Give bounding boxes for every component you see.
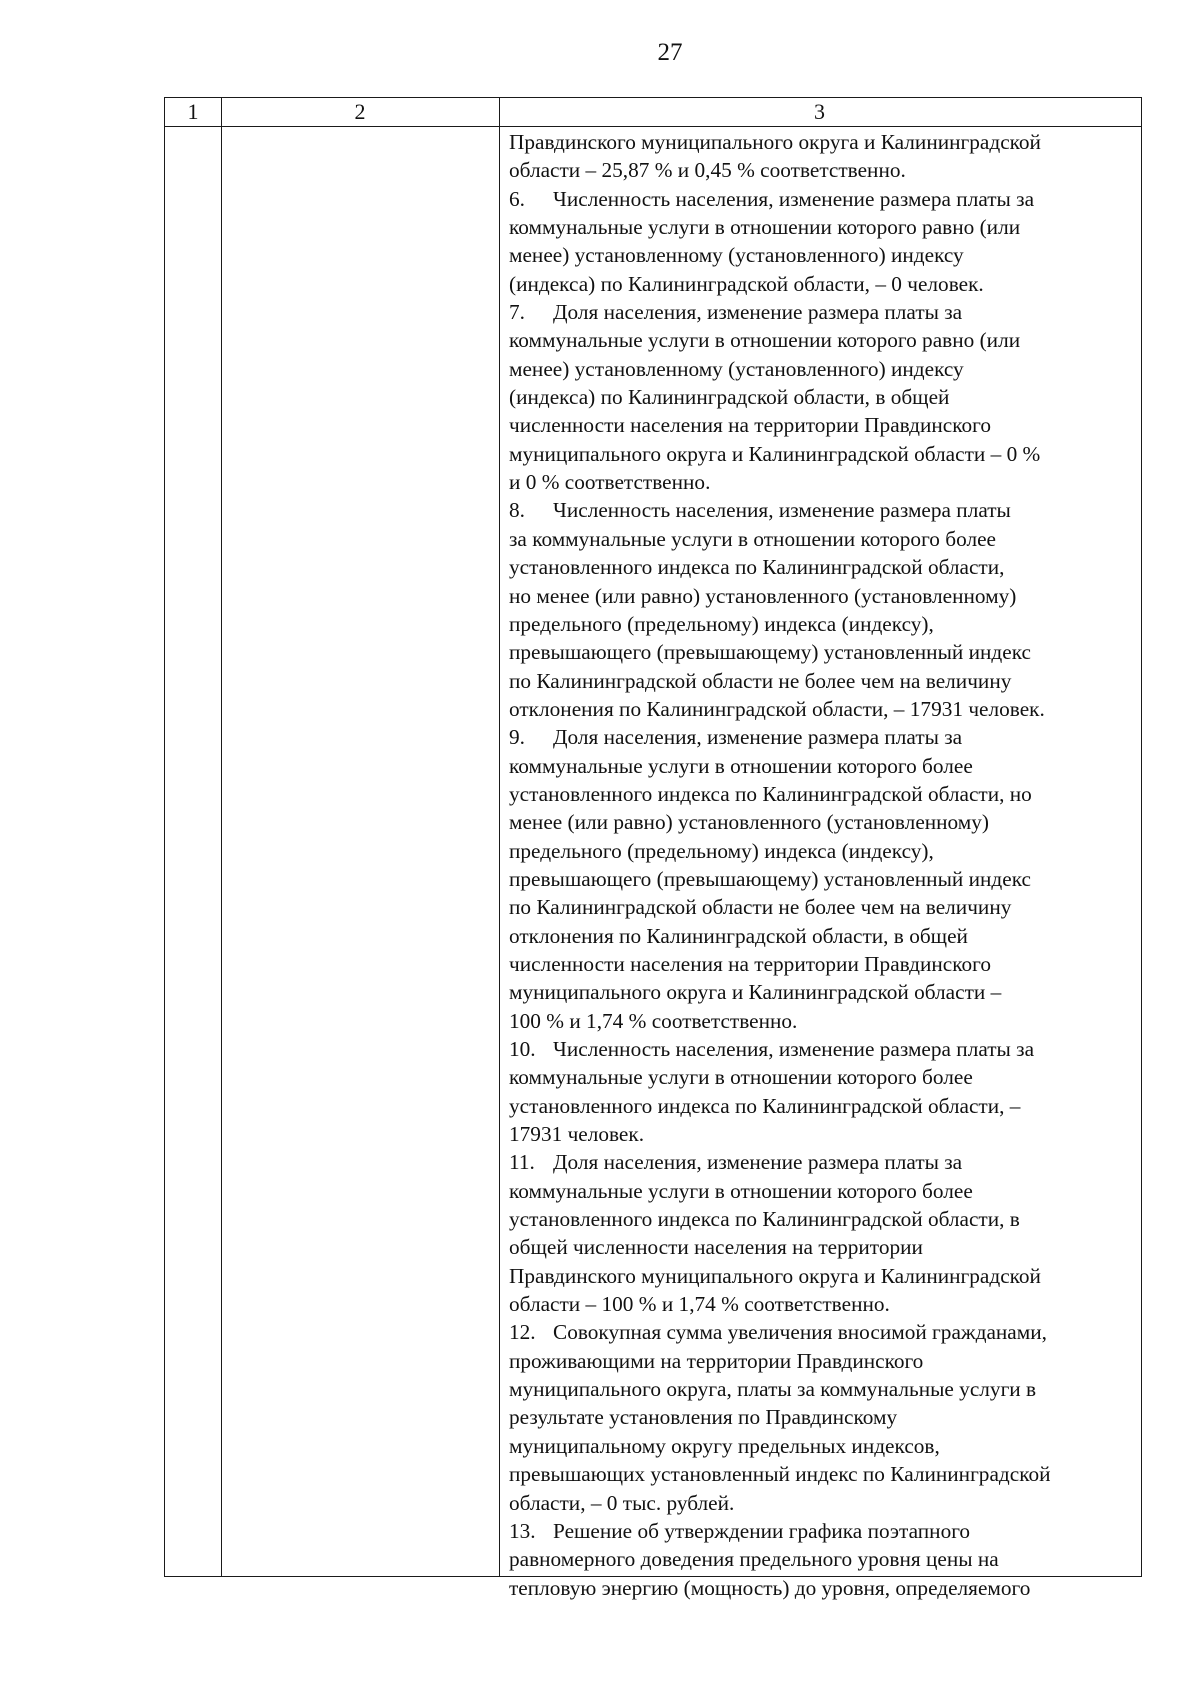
item-number: 8. xyxy=(509,498,525,523)
line-text: отклонения по Калининградской области, – 17931 человек. xyxy=(509,696,1045,721)
text-line xyxy=(509,610,1137,638)
line-text: Доля населения, изменение размера платы за xyxy=(553,300,963,325)
line-text: установленного индекса по Калининградской области, xyxy=(509,555,1005,580)
text-line xyxy=(509,1574,1137,1602)
text-line xyxy=(509,298,1137,326)
line-text: общей численности населения на территории xyxy=(509,1235,923,1260)
text-line xyxy=(509,1262,1137,1290)
text-line xyxy=(509,440,1137,468)
text-line xyxy=(509,468,1137,496)
text-line xyxy=(509,752,1137,780)
text-line xyxy=(509,383,1137,411)
line-text: менее) установленному (установленного) индексу xyxy=(509,243,964,268)
line-text: предельного (предельному) индекса (индексу), xyxy=(509,838,934,863)
text-line xyxy=(509,780,1137,808)
line-text: муниципального округа и Калининградской области – 0 % xyxy=(509,441,1041,466)
line-text: коммунальные услуги в отношении которого более xyxy=(509,1178,973,1203)
page-number: 27 xyxy=(657,39,683,66)
line-text: коммунальные услуги в отношении которого более xyxy=(509,1065,973,1090)
line-text: области – 100 % и 1,74 % соответственно. xyxy=(509,1292,890,1317)
line-text: результате установления по Правдинскому xyxy=(509,1405,898,1430)
line-text: численности населения на территории Правдинского xyxy=(509,951,992,976)
text-line xyxy=(509,1177,1137,1205)
text-line xyxy=(509,1460,1137,1488)
text-line xyxy=(509,156,1137,184)
item-number: 9. xyxy=(509,725,525,750)
text-line xyxy=(509,978,1137,1006)
line-text: менее) установленному (установленного) индексу xyxy=(509,356,964,381)
text-line xyxy=(509,213,1137,241)
line-text: превышающего (превышающему) установленный индекс xyxy=(509,866,1031,891)
line-text: области – 25,87 % и 0,45 % соответственно. xyxy=(509,158,906,183)
line-text: 100 % и 1,74 % соответственно. xyxy=(509,1008,798,1033)
line-text: превышающих установленный индекс по Калининградской xyxy=(509,1462,1051,1487)
item-number: 6. xyxy=(509,186,525,211)
line-text: предельного (предельному) индекса (индексу), xyxy=(509,611,934,636)
text-line xyxy=(509,1233,1137,1261)
line-text: проживающими на территории Правдинского xyxy=(509,1348,924,1373)
line-text: коммунальные услуги в отношении которого равно (или xyxy=(509,215,1021,240)
column-divider-2 xyxy=(499,98,500,1576)
text-line xyxy=(509,808,1137,836)
text-line xyxy=(509,667,1137,695)
line-text: превышающего (превышающему) установленный индекс xyxy=(509,640,1031,665)
text-line xyxy=(509,723,1137,751)
item-number: 11. xyxy=(509,1150,535,1175)
line-text: Совокупная сумма увеличения вносимой гражданами, xyxy=(553,1320,1047,1345)
text-line xyxy=(509,128,1137,156)
line-text: Численность населения, изменение размера платы за xyxy=(553,186,1035,211)
text-line xyxy=(509,1375,1137,1403)
line-text: равномерного доведения предельного уровня цены на xyxy=(509,1547,999,1572)
line-text: (индекса) по Калининградской области, – 0 человек. xyxy=(509,271,984,296)
text-line xyxy=(509,411,1137,439)
item-number: 12. xyxy=(509,1320,536,1345)
column-header-3: 3 xyxy=(814,99,825,124)
line-text: муниципального округа и Калининградской области – xyxy=(509,980,1002,1005)
text-line xyxy=(509,1120,1137,1148)
header-divider xyxy=(165,126,1141,127)
line-text: по Калининградской области не более чем на величину xyxy=(509,895,1012,920)
text-line xyxy=(509,241,1137,269)
line-text: Доля населения, изменение размера платы за xyxy=(553,1150,963,1175)
text-line xyxy=(509,1148,1137,1176)
text-line xyxy=(509,1092,1137,1120)
line-text: численности населения на территории Правдинского xyxy=(509,413,992,438)
line-text: отклонения по Калининградской области, в общей xyxy=(509,923,968,948)
text-line xyxy=(509,1432,1137,1460)
text-line xyxy=(509,326,1137,354)
line-text: Численность населения, изменение размера платы xyxy=(553,498,1011,523)
line-text: установленного индекса по Калининградской области, в xyxy=(509,1207,1020,1232)
column-header-1: 1 xyxy=(187,99,199,124)
line-text: тепловую энергию (мощность) до уровня, определяемого xyxy=(509,1575,1031,1600)
line-text: коммунальные услуги в отношении которого более xyxy=(509,753,973,778)
column-header-2: 2 xyxy=(354,99,366,124)
line-text: области, – 0 тыс. рублей. xyxy=(509,1490,735,1515)
item-number: 10. xyxy=(509,1037,536,1061)
text-line xyxy=(509,1347,1137,1375)
text-line xyxy=(509,496,1137,524)
line-text: Правдинского муниципального округа и Калининградской xyxy=(509,1263,1041,1288)
line-text: (индекса) по Калининградской области, в общей xyxy=(509,385,950,410)
text-line xyxy=(509,525,1137,553)
line-text: за коммунальные услуги в отношении которого более xyxy=(509,526,996,551)
text-line xyxy=(509,185,1137,213)
text-line xyxy=(509,1290,1137,1318)
text-line xyxy=(509,355,1137,383)
line-text: Правдинского муниципального округа и Калининградской xyxy=(509,130,1041,154)
text-line xyxy=(509,1007,1137,1035)
line-text: муниципальному округу предельных индексов, xyxy=(509,1433,940,1458)
text-line xyxy=(509,270,1137,298)
text-line xyxy=(509,837,1137,865)
line-text: менее (или равно) установленного (установленному) xyxy=(509,810,990,835)
text-line xyxy=(509,695,1137,723)
line-text: Решение об утверждении графика поэтапного xyxy=(553,1518,971,1543)
text-line xyxy=(509,1035,1137,1063)
line-text: коммунальные услуги в отношении которого равно (или xyxy=(509,328,1021,353)
text-line xyxy=(509,1205,1137,1233)
line-text: Доля населения, изменение размера платы за xyxy=(553,725,963,750)
line-text: и 0 % соответственно. xyxy=(509,470,711,495)
line-text: Численность населения, изменение размера платы за xyxy=(553,1037,1035,1061)
item-number: 7. xyxy=(509,300,525,325)
text-line xyxy=(509,950,1137,978)
column-divider-1 xyxy=(221,98,222,1576)
text-line xyxy=(509,1517,1137,1545)
text-line xyxy=(509,1318,1137,1346)
text-line xyxy=(509,1545,1137,1573)
line-text: по Калининградской области не более чем на величину xyxy=(509,668,1012,693)
text-line xyxy=(509,865,1137,893)
line-text: но менее (или равно) установленного (установленному) xyxy=(509,583,1017,608)
text-line xyxy=(509,638,1137,666)
item-number: 13. xyxy=(509,1518,536,1543)
line-text: муниципального округа, платы за коммунальные услуги в xyxy=(509,1377,1037,1402)
text-line xyxy=(509,1063,1137,1091)
text-line xyxy=(509,922,1137,950)
text-line xyxy=(509,1489,1137,1517)
line-text: 17931 человек. xyxy=(509,1122,645,1147)
text-line xyxy=(509,582,1137,610)
text-line xyxy=(509,553,1137,581)
line-text: установленного индекса по Калининградской области, – xyxy=(509,1093,1021,1118)
text-line xyxy=(509,1403,1137,1431)
document-table xyxy=(164,97,1142,1600)
column-3-text xyxy=(509,128,1137,1602)
text-line xyxy=(509,893,1137,921)
line-text: установленного индекса по Калининградской области, но xyxy=(509,781,1032,806)
